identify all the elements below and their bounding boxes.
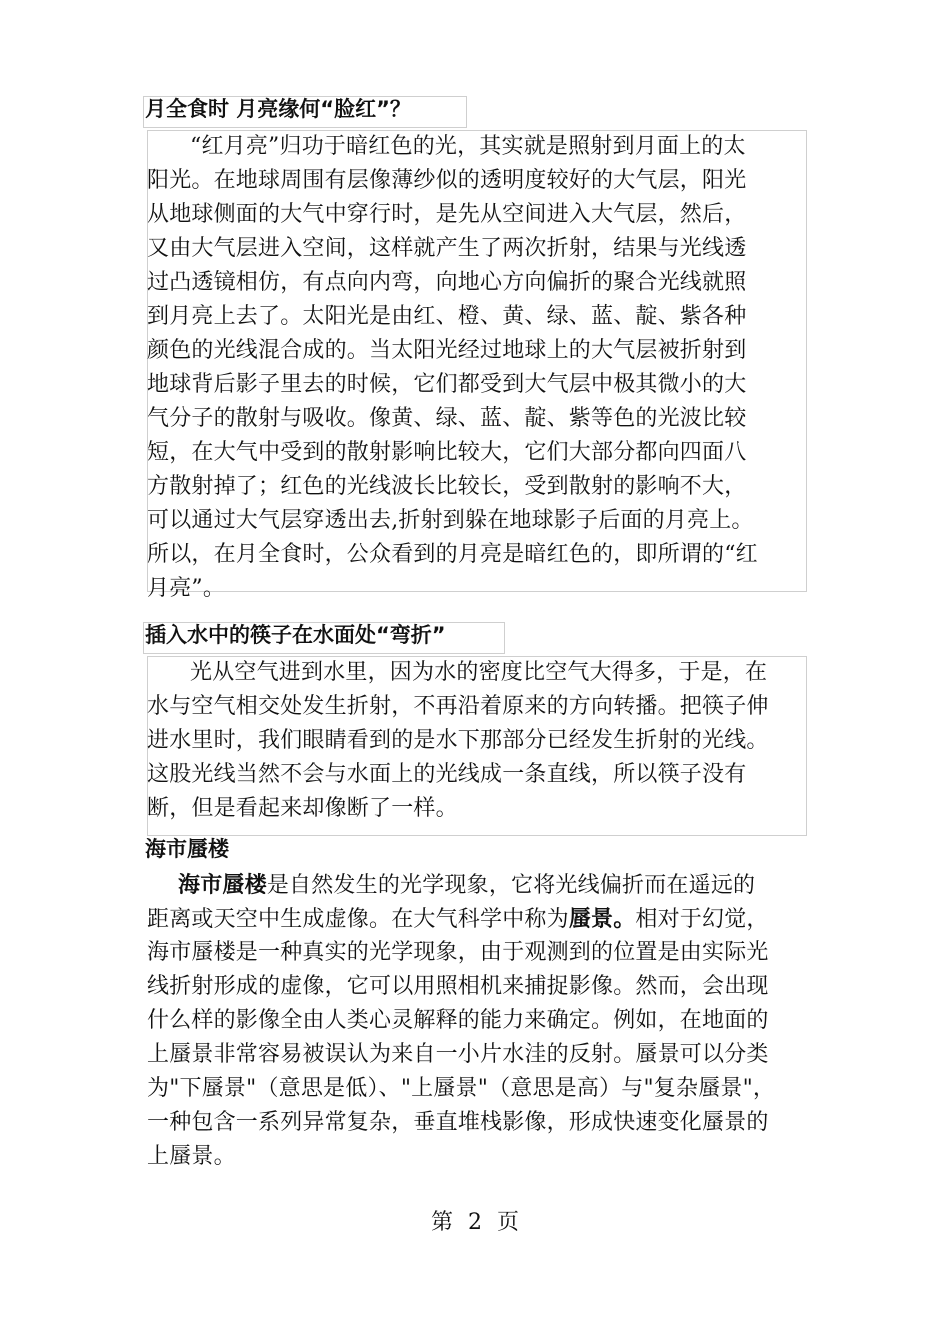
paragraph-line: 从地球侧面的大气中穿行时，是先从空间进入大气层，然后， <box>147 202 747 227</box>
paragraph-line: 短，在大气中受到的散射影响比较大，它们大部分都向四面八 <box>147 440 747 465</box>
section-heading-lunar-eclipse: 月全食时 月亮缘何“脸红”？ <box>145 97 411 121</box>
paragraph-line: 水与空气相交处发生折射，不再沿着原来的方向转播。把筷子伸 <box>147 694 769 719</box>
paragraph-line: 又由大气层进入空间，这样就产生了两次折射，结果与光线透 <box>147 236 747 261</box>
bold-term: 蜃景。 <box>568 906 636 932</box>
paragraph-line: 过凸透镜相仿，有点向内弯，向地心方向偏折的聚合光线就照 <box>147 270 747 295</box>
paragraph-line: 颜色的光线混合成的。当太阳光经过地球上的大气层被折射到 <box>147 338 747 363</box>
paragraph-line: 阳光。在地球周围有层像薄纱似的透明度较好的大气层，阳光 <box>147 168 747 193</box>
paragraph-line: 所以，在月全食时，公众看到的月亮是暗红色的，即所谓的“红 <box>147 542 758 567</box>
paragraph-line: 线折射形成的虚像，它可以用照相机来捕捉影像。然而，会出现 <box>147 974 769 999</box>
bold-term: 海市蜃楼 <box>178 872 267 898</box>
paragraph-line: 这股光线当然不会与水面上的光线成一条直线，所以筷子没有 <box>147 762 747 787</box>
paragraph-line: 一种包含一系列异常复杂，垂直堆栈影像，形成快速变化蜃景的 <box>147 1110 769 1135</box>
paragraph-line: 海市蜃楼是自然发生的光学现象，它将光线偏折而在遥远的 <box>178 872 756 898</box>
paragraph-line: 距离或天空中生成虚像。在大气科学中称为蜃景。相对于幻觉， <box>147 906 769 932</box>
paragraph-line: 光从空气进到水里，因为水的密度比空气大得多，于是，在 <box>190 660 768 685</box>
paragraph-line: 断，但是看起来却像断了一样。 <box>147 796 458 821</box>
section-heading-chopsticks: 插入水中的筷子在水面处“弯折” <box>145 623 446 647</box>
paragraph-line: “红月亮”归功于暗红色的光，其实就是照射到月面上的太 <box>190 134 746 159</box>
paragraph-line: 到月亮上去了。太阳光是由红、橙、黄、绿、蓝、靛、紫各种 <box>147 304 747 329</box>
paragraph-line: 海市蜃楼是一种真实的光学现象，由于观测到的位置是由实际光 <box>147 940 769 965</box>
paragraph-line: 可以通过大气层穿透出去,折射到躲在地球影子后面的月亮上。 <box>147 508 754 533</box>
page-number: 第 2 页 <box>431 1210 519 1235</box>
paragraph-line: 为"下蜃景"（意思是低）、"上蜃景"（意思是高）与"复杂蜃景"， <box>147 1076 776 1101</box>
paragraph-line: 上蜃景非常容易被误认为来自一小片水洼的反射。蜃景可以分类 <box>147 1042 769 1067</box>
paragraph-line: 气分子的散射与吸收。像黄、绿、蓝、靛、紫等色的光波比较 <box>147 406 747 431</box>
paragraph-line: 地球背后影子里去的时候，它们都受到大气层中极其微小的大 <box>147 372 747 397</box>
paragraph-line: 上蜃景。 <box>147 1144 236 1169</box>
paragraph-line: 方散射掉了；红色的光线波长比较长，受到散射的影响不大， <box>147 474 747 499</box>
section-heading-mirage: 海市蜃楼 <box>145 837 229 861</box>
paragraph-line: 进水里时，我们眼睛看到的是水下那部分已经发生折射的光线。 <box>147 728 769 753</box>
paragraph-line: 月亮”。 <box>147 576 226 601</box>
paragraph-line: 什么样的影像全由人类心灵解释的能力来确定。例如，在地面的 <box>147 1008 769 1033</box>
